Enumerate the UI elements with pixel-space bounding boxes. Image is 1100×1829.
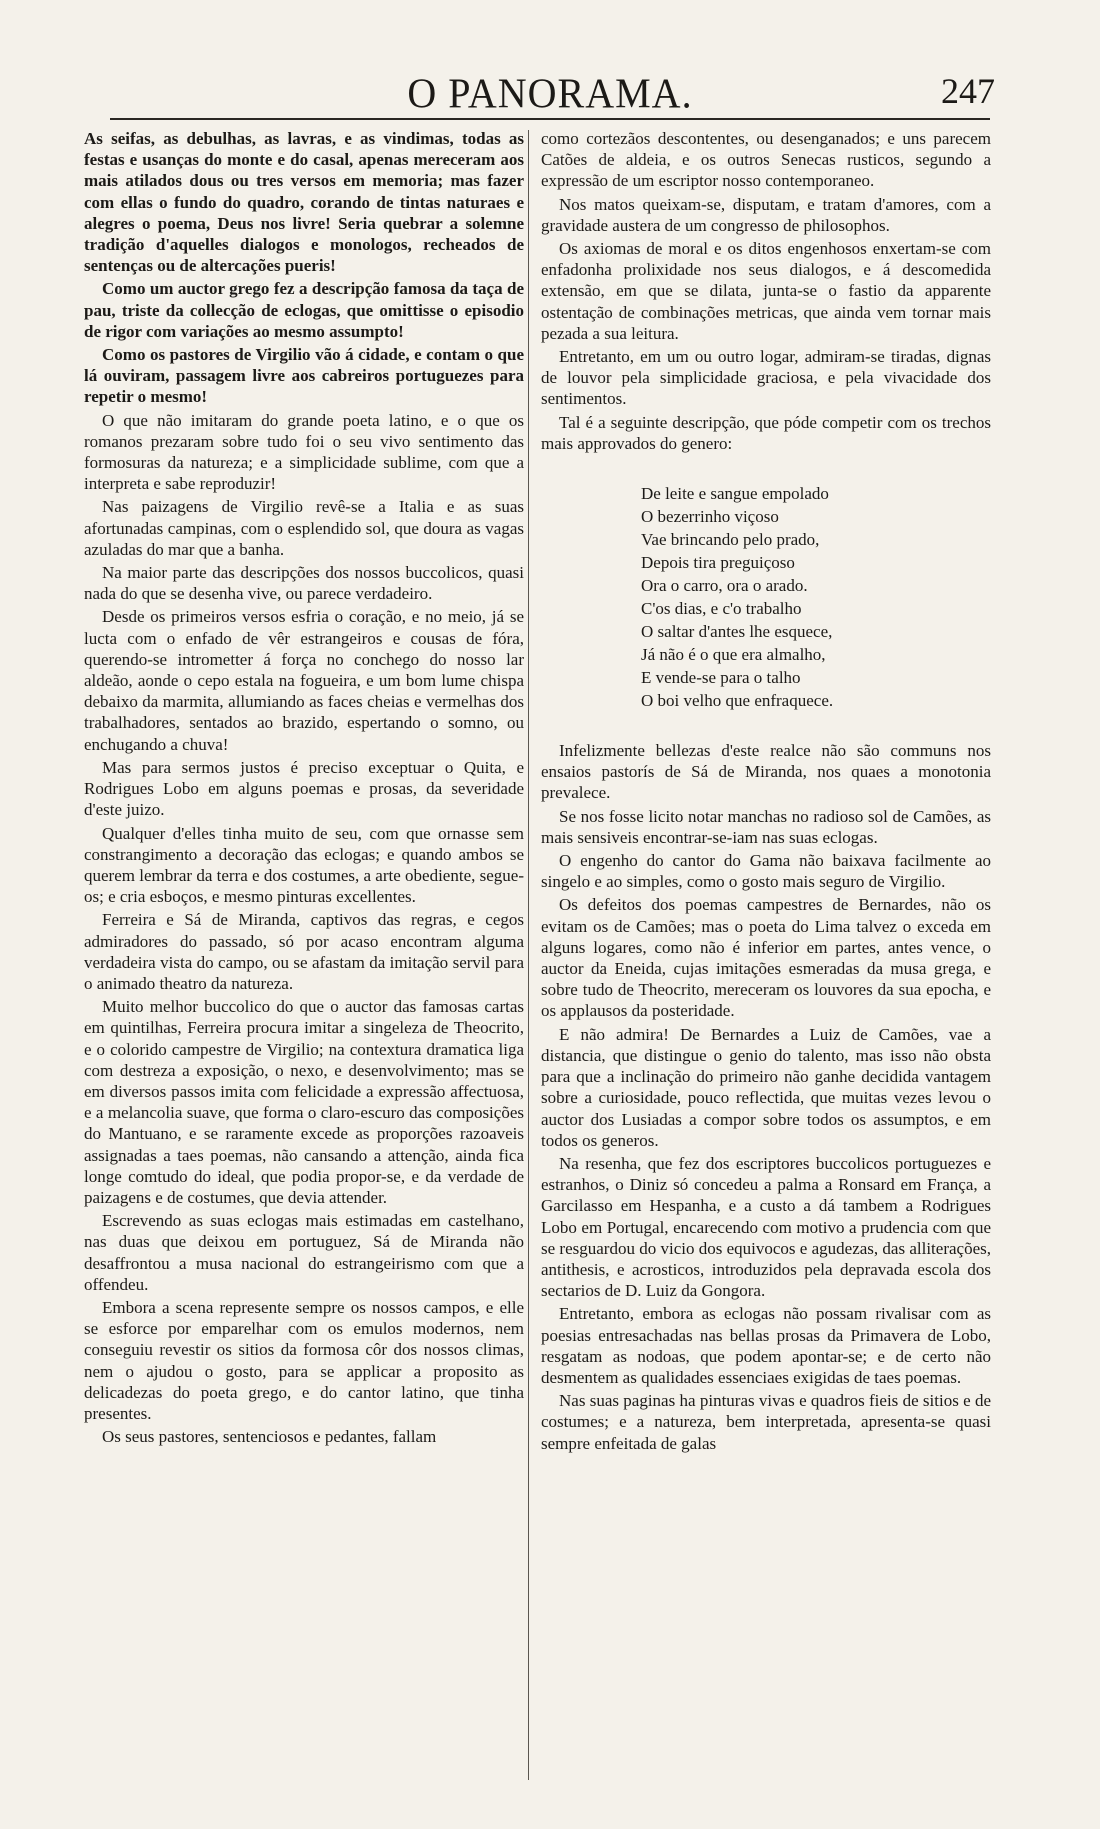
paragraph: Embora a scena represente sempre os nossos campos, e elle se esforce por emparelhar com os emulos modernos, nem conseguiu revestir os sitios da formosa côr dos nossos climas, nem o ajudou o gosto, para se applicar a proposito as delicadezas do poeta grego, e do cantor latino, que tinha presentes. — [84, 1297, 524, 1423]
paragraph: As seifas, as debulhas, as lavras, e as vindimas, todas as festas e usanças do monte e do casal, apenas mereceram aos mais atilados dous ou tres versos em memoria; mas fazer com ellas o fundo do quadro, corando de tintas naturaes e alegres o poema, Deus nos livre! Seria quebrar a solemne tradição d'aquelles dialogos e monologos, recheados de sentenças ou de altercações pueris! — [84, 129, 524, 276]
paragraph: Nas suas paginas ha pinturas vivas e quadros fieis de sitios e de costumes; e a natureza, bem interpretada, apresenta-se quasi sempre enfeitada de galas — [541, 1391, 991, 1453]
paragraph: Se nos fosse licito notar manchas no radioso sol de Camões, as mais sensiveis encontrar-se-iam nas suas eclogas. — [541, 806, 991, 847]
poem-line: O boi velho que enfraquece. — [641, 691, 834, 711]
paragraph: Entretanto, em um ou outro logar, admiram-se tiradas, dignas de louvor pela simplicidade graciosa, e pela vivacidade dos sentimentos. — [541, 347, 991, 409]
poem-line: Já não é o que era almalho, — [641, 645, 826, 665]
paragraph: Nos matos queixam-se, disputam, e tratam d'amores, com a gravidade austera de um congresso de philosophos. — [541, 194, 991, 235]
poem-line: Vae brincando pelo prado, — [641, 530, 820, 550]
left-column — [84, 128, 524, 1449]
paragraph: Infelizmente bellezas d'este realce não são communs nos ensaios pastorís de Sá de Miranda, nos quaes a monotonia prevalece. — [541, 741, 991, 803]
masthead-title: O PANORAMA. — [407, 69, 693, 118]
poem-line: C'os dias, e c'o trabalho — [641, 599, 802, 619]
right-column — [541, 128, 991, 1456]
paragraph: Mas para sermos justos é preciso exceptuar o Quita, e Rodrigues Lobo em alguns poemas e prosas, da severidade d'este juizo. — [84, 757, 524, 820]
paragraph: Na maior parte das descripções dos nossos buccolicos, quasi nada do que se desenha vive, ou parece verdadeiro. — [84, 563, 524, 604]
paragraph: Nas paizagens de Virgilio revê-se a Italia e as suas afortunadas campinas, com o esplendido sol, que doura as vagas azuladas do mar que a banha. — [84, 497, 524, 559]
paragraph: Como um auctor grego fez a descripção famosa da taça de pau, triste da collecção de eclogas, que omittisse o episodio de rigor com variações ao mesmo assumpto! — [84, 279, 524, 341]
paragraph: Os seus pastores, sentenciosos e pedantes, fallam — [102, 1427, 437, 1447]
paragraph: Escrevendo as suas eclogas mais estimadas em castelhano, nas duas que deixou em portuguez, Sá de Miranda não desaffrontou a musa nacional do estrangeirismo com que a offendeu. — [84, 1211, 524, 1294]
paragraph: O engenho do cantor do Gama não baixava facilmente ao singelo e ao simples, como o gosto mais seguro de Virgilio. — [541, 851, 991, 892]
paragraph: Qualquer d'elles tinha muito de seu, com que ornasse sem constrangimento a decoração das eclogas; e quando ambos se querem lembrar da terra e dos costumes, a arte obediente, segue-os; e cria esboços, e mesmo pinturas excellentes. — [84, 823, 524, 907]
header-rule — [110, 118, 990, 120]
page-number: 247 — [941, 71, 995, 111]
poem-line: E vende-se para o talho — [641, 668, 801, 688]
paragraph: O que não imitaram do grande poeta latino, e o que os romanos prezaram sobre tudo foi o seu vivo sentimento das formosuras da natureza; e a simplicidade sublime, com que a interpreta e sabe reproduzir! — [84, 410, 524, 494]
poem-line: De leite e sangue empolado — [641, 484, 829, 504]
poem-line: O bezerrinho viçoso — [641, 507, 779, 527]
paragraph: Tal é a seguinte descripção, que póde competir com os trechos mais approvados do genero: — [541, 412, 991, 453]
paragraph: Os axiomas de moral e os ditos engenhosos enxertam-se com enfadonha prolixidade nos seus dialogos, e á descomedida extensão, em que se dilata, junta-se o fastio da apparente ostentação de combinações metricas, que ainda vem tornar mais pezada a sua leitura. — [541, 239, 991, 343]
poem-line: Ora o carro, ora o arado. — [641, 576, 808, 596]
paragraph: Ferreira e Sá de Miranda, captivos das regras, e cegos admiradores do passado, só por acaso encontram alguma verdadeira vista do campo, ou se afastam da imitação servil para o animado theatro da natureza. — [84, 910, 524, 993]
paragraph: Muito melhor buccolico do que o auctor das famosas cartas em quintilhas, Ferreira procura imitar a singeleza de Theocrito, e o colorido campestre de Virgilio; na contextura dramatica liga com destreza a exposição, o nexo, e desenvolvimento; mas se em diversos passos imita com felicidade a expressão affectuosa, e a melancolia suave, que forma o claro-escuro das composições do Mantuano, e se raramente excede as proporções razoaveis assignadas a taes poemas, não cansando a attenção, ainda fica longe comtudo do ideal, que podia propor-se, e da verdade de paizagens e de costumes, que devia attender. — [84, 997, 524, 1207]
column-divider — [528, 130, 529, 1780]
paragraph: E não admira! De Bernardes a Luiz de Camões, vae a distancia, que distingue o genio do talento, mas isso não obsta para que a inclinação do primeiro não ganhe decidida vantagem sobre a curiosidade, pouco reflectida, que muitas vezes levou o auctor dos Lusiadas a compor sobre todos os assumptos, e em todos os generos. — [541, 1024, 991, 1150]
page-header — [0, 70, 1100, 120]
poem-quote — [641, 482, 991, 712]
paragraph: como cortezãos descontentes, ou desenganados; e uns parecem Catões de aldeia, e os outros Senecas rusticos, segundo a expressão de um escriptor nosso contemporaneo. — [541, 129, 991, 191]
paragraph: Entretanto, embora as eclogas não possam rivalisar com as poesias entresachadas nas bellas prosas da Primavera de Lobo, resgatam as nodoas, que podem apontar-se; e de certo não desmentem as qualidades essenciaes exigidas de taes poemas. — [541, 1304, 991, 1387]
paragraph: Como os pastores de Virgilio vão á cidade, e contam o que lá ouviram, passagem livre aos cabreiros portuguezes para repetir o mesmo! — [84, 345, 524, 407]
poem-line: Depois tira preguiçoso — [641, 553, 795, 573]
paragraph: Desde os primeiros versos esfria o coração, e no meio, já se lucta com o enfado de vêr estrangeiros e cousas de fóra, querendo-se intrometter á força no conchego do nosso lar aldeão, aonde o cepo estala na fogueira, e um bom lume chispa debaixo da marmita, allumiando as faces cheias e vermelhas dos trabalhadores, sentados ao brazido, espertando o somno, ou enchugando a chuva! — [84, 607, 524, 754]
paragraph: Os defeitos dos poemas campestres de Bernardes, não os evitam os de Camões; mas o poeta do Lima talvez o exceda em alguns logares, como não é inferior em partes, antes vence, o auctor da Eneida, cujas imitações esmeradas da musa grega, e sobre tudo de Theocrito, mereceram os louvores da sua epocha, e os applausos da posteridade. — [541, 895, 991, 1021]
poem-line: O saltar d'antes lhe esquece, — [641, 622, 833, 642]
paragraph: Na resenha, que fez dos escriptores buccolicos portuguezes e estranhos, o Diniz só concedeu a palma a Ronsard em França, a Garcilasso em Hespanha, e a custo a dá tambem a Rodrigues Lobo em Portugal, encarecendo com motivo a prudencia com que se resguardou do vicio dos equivocos e agudezas, das alliterações, antithesis, e acrosticos, introduzidos pela depravada escola dos sectarios de D. Luiz da Gongora. — [541, 1153, 991, 1301]
